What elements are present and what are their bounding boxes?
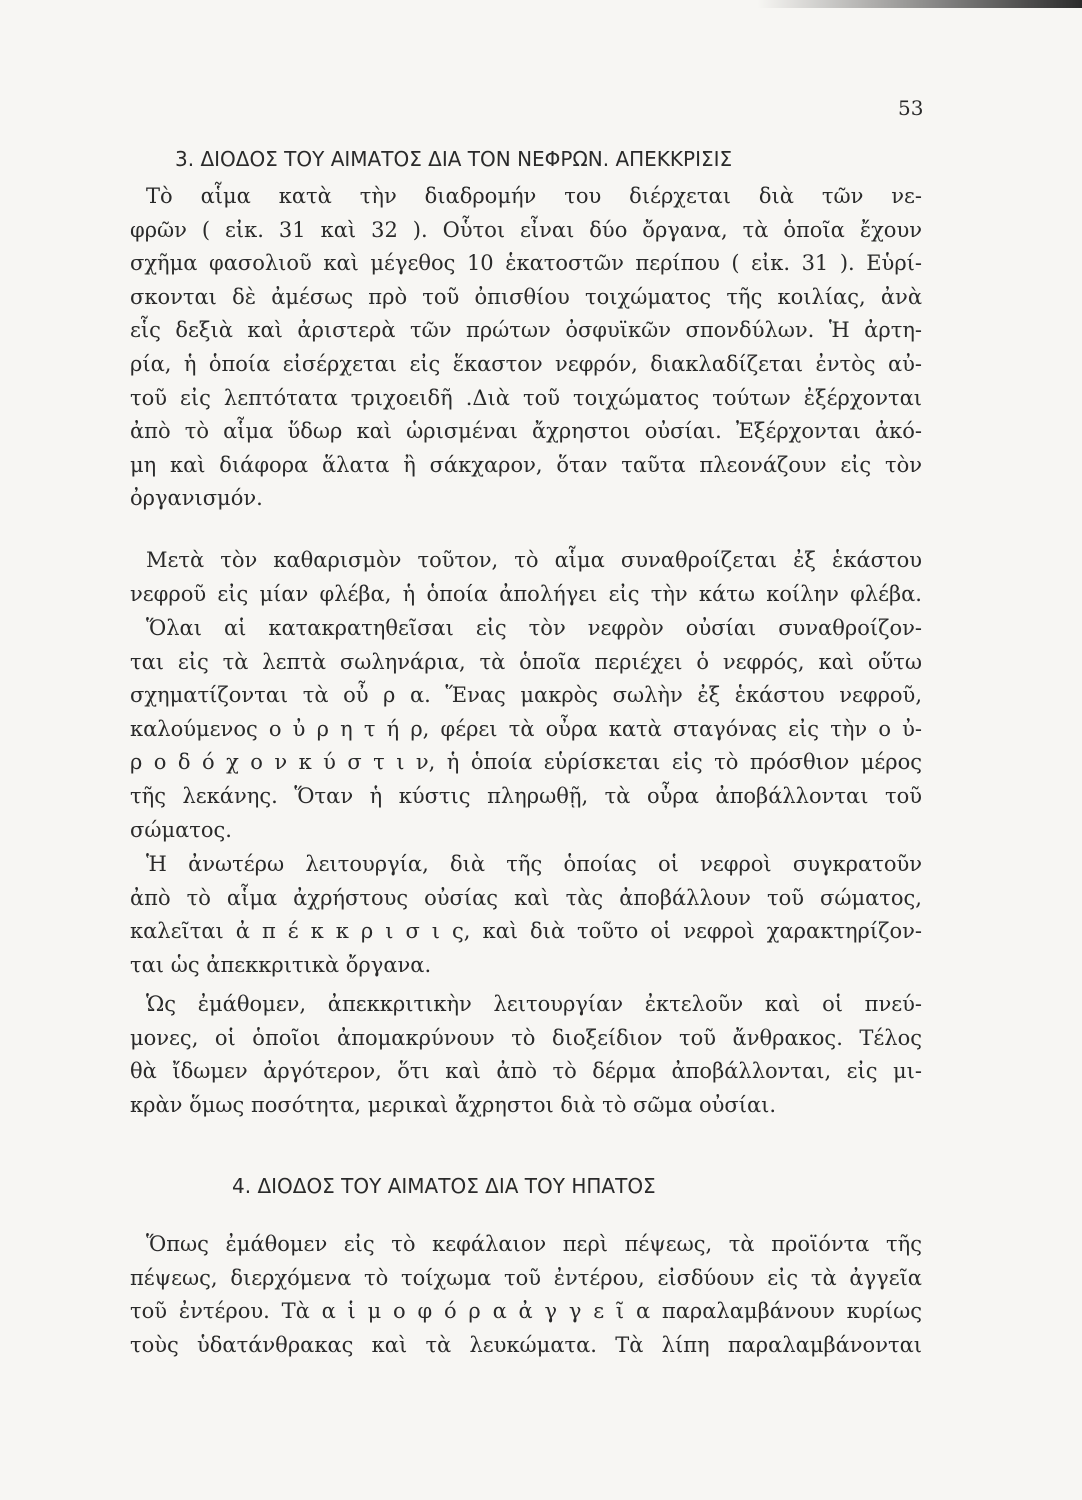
text-line: πέψεως, διερχόμενα τὸ τοίχωμα τοῦ ἐντέρου, εἰσδύουν εἰς τὰ ἀγγεῖα	[130, 1265, 922, 1290]
paragraph-urine-formation	[130, 612, 922, 847]
text-line: τοῦ ἐντέρου. Τὰ α ἱ μ ο φ ό ρ α ἀ γ γ ε ῖ α παραλαμβάνουν κυρίως	[130, 1299, 922, 1324]
paragraph-liver-intro	[130, 1228, 922, 1362]
text-line: ἀπὸ τὸ αἷμα ὕδωρ καὶ ὡρισμέναι ἄχρηστοι οὐσίαι. Ἐξέρχονται ἀκό-	[130, 419, 922, 444]
scan-edge	[0, 0, 1082, 8]
section-heading-liver: 4. ΔΙΟΔΟΣ ΤΟΥ ΑΙΜΑΤΟΣ ΔΙΑ ΤΟΥ ΗΠΑΤΟΣ	[232, 1174, 656, 1198]
text-line: Ὡς ἐμάθομεν, ἀπεκκριτικὴν λειτουργίαν ἐκτελοῦν καὶ οἱ πνεύ-	[146, 992, 922, 1016]
text-line: φρῶν ( εἰκ. 31 καὶ 32 ). Οὗτοι εἶναι δύο ὄργανα, τὰ ὁποῖα ἔχουν	[130, 217, 922, 242]
text-line: καλεῖται ἀ π έ κ κ ρ ι σ ι ς, καὶ διὰ τοῦτο οἱ νεφροὶ χαρακτηρίζον-	[130, 919, 922, 944]
text-line: ρ ο δ ό χ ο ν κ ύ σ τ ι ν, ἡ ὁποία εὑρίσκεται εἰς τὸ πρόσθιον μέρος	[130, 750, 922, 775]
paragraph-other-excretory-organs	[130, 988, 922, 1122]
text-line: ρία, ἡ ὁποία εἰσέρχεται εἰς ἕκαστον νεφρόν, διακλαδίζεται ἐντὸς αὐ-	[130, 351, 922, 376]
text-line: Τὸ αἷμα κατὰ τὴν διαδρομήν του διέρχεται διὰ τῶν νε-	[146, 184, 922, 208]
text-line: Μετὰ τὸν καθαρισμὸν τοῦτον, τὸ αἷμα συναθροίζεται ἐξ ἑκάστου	[146, 548, 922, 572]
paragraph-kidneys-intro	[130, 180, 922, 516]
text-line: εἷς δεξιὰ καὶ ἀριστερὰ τῶν πρώτων ὀσφυϊκῶν σπονδύλων. Ἡ ἀρτη-	[130, 318, 922, 343]
text-line: μονες, οἱ ὁποῖοι ἀπομακρύνουν τὸ διοξείδιον τοῦ ἄνθρακος. Τέλος	[130, 1025, 922, 1050]
text-line: νεφροῦ εἰς μίαν φλέβα, ἡ ὁποία ἀπολήγει εἰς τὴν κάτω κοίλην φλέβα.	[130, 581, 922, 606]
text-line: ὀργανισμόν.	[130, 486, 263, 511]
text-line: ται ὡς ἀπεκκριτικὰ ὄργανα.	[130, 952, 432, 977]
section-heading-kidneys: 3. ΔΙΟΔΟΣ ΤΟΥ ΑΙΜΑΤΟΣ ΔΙΑ ΤΟΝ ΝΕΦΡΩΝ. ΑΠΕΚΚΡΙΣΙΣ	[175, 147, 733, 171]
text-line: σχηματίζονται τὰ οὖ ρ α. Ἕνας μακρὸς σωλὴν ἐξ ἑκάστου νεφροῦ,	[130, 683, 922, 708]
text-line: σχῆμα φασολιοῦ καὶ μέγεθος 10 ἑκατοστῶν περίπου ( εἰκ. 31 ). Εὑρί-	[130, 251, 922, 276]
paragraph-excretion	[130, 848, 922, 982]
text-line: σώματος.	[130, 817, 232, 842]
text-line: τοὺς ὑδατάνθρακας καὶ τὰ λευκώματα. Τὰ λίπη παραλαμβάνονται	[130, 1332, 922, 1357]
text-line: τοῦ εἰς λεπτότατα τριχοειδῆ .Διὰ τοῦ τοιχώματος τούτων ἐξέρχονται	[130, 385, 922, 410]
text-line: μη καὶ διάφορα ἅλατα ἢ σάκχαρον, ὅταν ταῦτα πλεονάζουν εἰς τὸν	[130, 452, 922, 477]
text-line: καλούμενος ο ὐ ρ η τ ή ρ, φέρει τὰ οὖρα κατὰ σταγόνας εἰς τὴν ο ὐ-	[130, 716, 922, 741]
text-line: τῆς λεκάνης. Ὅταν ἡ κύστις πληρωθῇ, τὰ οὖρα ἀποβάλλονται τοῦ	[130, 783, 922, 808]
text-line: Ὅπως ἐμάθομεν εἰς τὸ κεφάλαιον περὶ πέψεως, τὰ προϊόντα τῆς	[146, 1232, 922, 1256]
text-line: Ἡ ἀνωτέρω λειτουργία, διὰ τῆς ὁποίας οἱ νεφροὶ συγκρατοῦν	[146, 852, 922, 876]
paragraph-kidney-vein	[130, 544, 922, 611]
text-line: Ὅλαι αἱ κατακρατηθεῖσαι εἰς τὸν νεφρὸν οὐσίαι συναθροίζον-	[146, 616, 922, 640]
text-line: ἀπὸ τὸ αἷμα ἀχρήστους οὐσίας καὶ τὰς ἀποβάλλουν τοῦ σώματος,	[130, 885, 922, 910]
text-line: κρὰν ὅμως ποσότητα, μερικαὶ ἄχρηστοι διὰ τὸ σῶμα οὐσίαι.	[130, 1092, 777, 1117]
text-line: ται εἰς τὰ λεπτὰ σωληνάρια, τὰ ὁποῖα περιέχει ὁ νεφρός, καὶ οὕτω	[130, 649, 922, 674]
text-line: θὰ ἴδωμεν ἀργότερον, ὅτι καὶ ἀπὸ τὸ δέρμα ἀποβάλλονται, εἰς μι-	[130, 1059, 922, 1084]
page-number: 53	[898, 96, 924, 120]
text-line: σκονται δὲ ἀμέσως πρὸ τοῦ ὀπισθίου τοιχώματος τῆς κοιλίας, ἀνὰ	[130, 284, 922, 309]
